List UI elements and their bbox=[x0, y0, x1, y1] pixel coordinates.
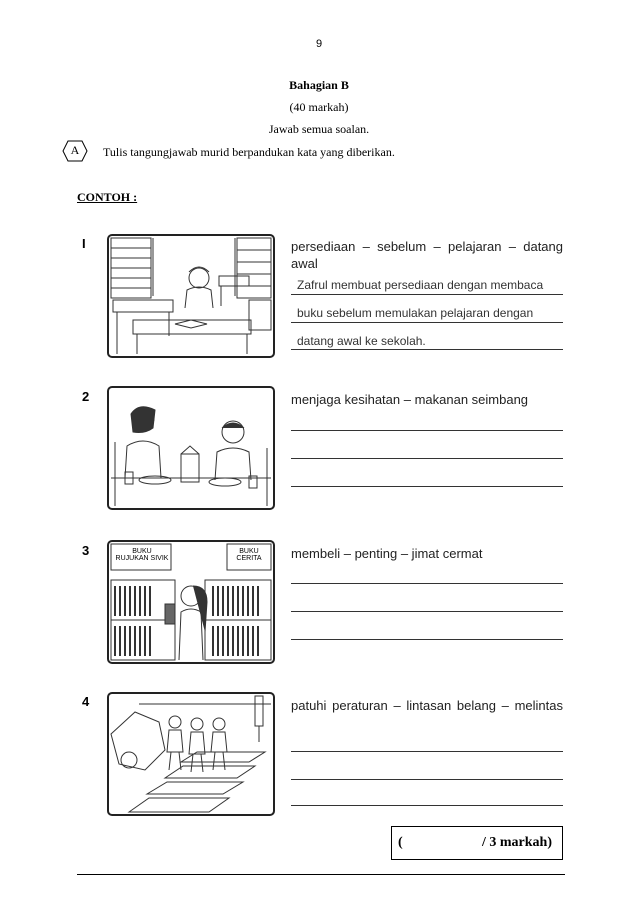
section-title: Bahagian B bbox=[289, 78, 349, 92]
picture-studying-student bbox=[107, 234, 275, 358]
example-label: CONTOH : bbox=[77, 190, 138, 204]
crossing-illustration bbox=[109, 694, 273, 814]
picture-zebra-crossing bbox=[107, 692, 275, 816]
part-hexagon bbox=[62, 140, 88, 162]
section-marks: (40 markah) bbox=[289, 100, 349, 114]
question-keywords: membeli – penting – jimat cermat bbox=[291, 546, 483, 561]
answer-line bbox=[291, 779, 563, 780]
question-keywords: persediaan – sebelum – pelajaran – datang awal bbox=[291, 239, 563, 271]
sample-answer-line: buku sebelum memulakan pelajaran dengan bbox=[297, 306, 534, 320]
question-number: 3 bbox=[82, 543, 90, 558]
bottom-rule bbox=[77, 874, 565, 875]
meal-illustration bbox=[109, 388, 273, 508]
sample-answer-line: datang awal ke sekolah. bbox=[297, 334, 426, 348]
answer-line bbox=[291, 611, 563, 612]
bookshelf-sign: BUKU CERITA bbox=[236, 548, 262, 562]
bookshelf-sign: BUKU RUJUKAN SIVIK bbox=[115, 548, 169, 562]
answer-line bbox=[291, 583, 563, 584]
sample-answer-line: Zafrul membuat persediaan dengan membaca bbox=[297, 278, 544, 292]
answer-line bbox=[291, 294, 563, 295]
answer-line bbox=[291, 639, 563, 640]
picture-bookshop bbox=[107, 540, 275, 664]
question-keywords: menjaga kesihatan – makanan seimbang bbox=[291, 392, 529, 407]
question-number: 4 bbox=[82, 694, 90, 709]
answer-line bbox=[291, 751, 563, 752]
answer-line bbox=[291, 486, 563, 487]
score-box bbox=[391, 826, 563, 860]
answer-line bbox=[291, 322, 563, 323]
score-text: / 3 markah) bbox=[482, 835, 552, 850]
answer-line bbox=[291, 349, 563, 350]
question-keywords: patuhi peraturan – lintasan belang – melintas bbox=[291, 698, 563, 713]
page-number: 9 bbox=[315, 38, 323, 50]
answer-line bbox=[291, 805, 563, 806]
answer-line bbox=[291, 458, 563, 459]
answer-line bbox=[291, 430, 563, 431]
classroom-illustration bbox=[109, 236, 273, 356]
picture-family-meal bbox=[107, 386, 275, 510]
question-number: 2 bbox=[82, 389, 90, 404]
part-label: A bbox=[70, 143, 80, 157]
part-instruction: Tulis tangungjawab murid berpandukan kata yang diberikan. bbox=[103, 145, 395, 159]
score-open-paren: ( bbox=[398, 835, 403, 850]
answer-all-instruction: Jawab semua soalan. bbox=[268, 122, 370, 136]
question-number: I bbox=[82, 236, 86, 251]
